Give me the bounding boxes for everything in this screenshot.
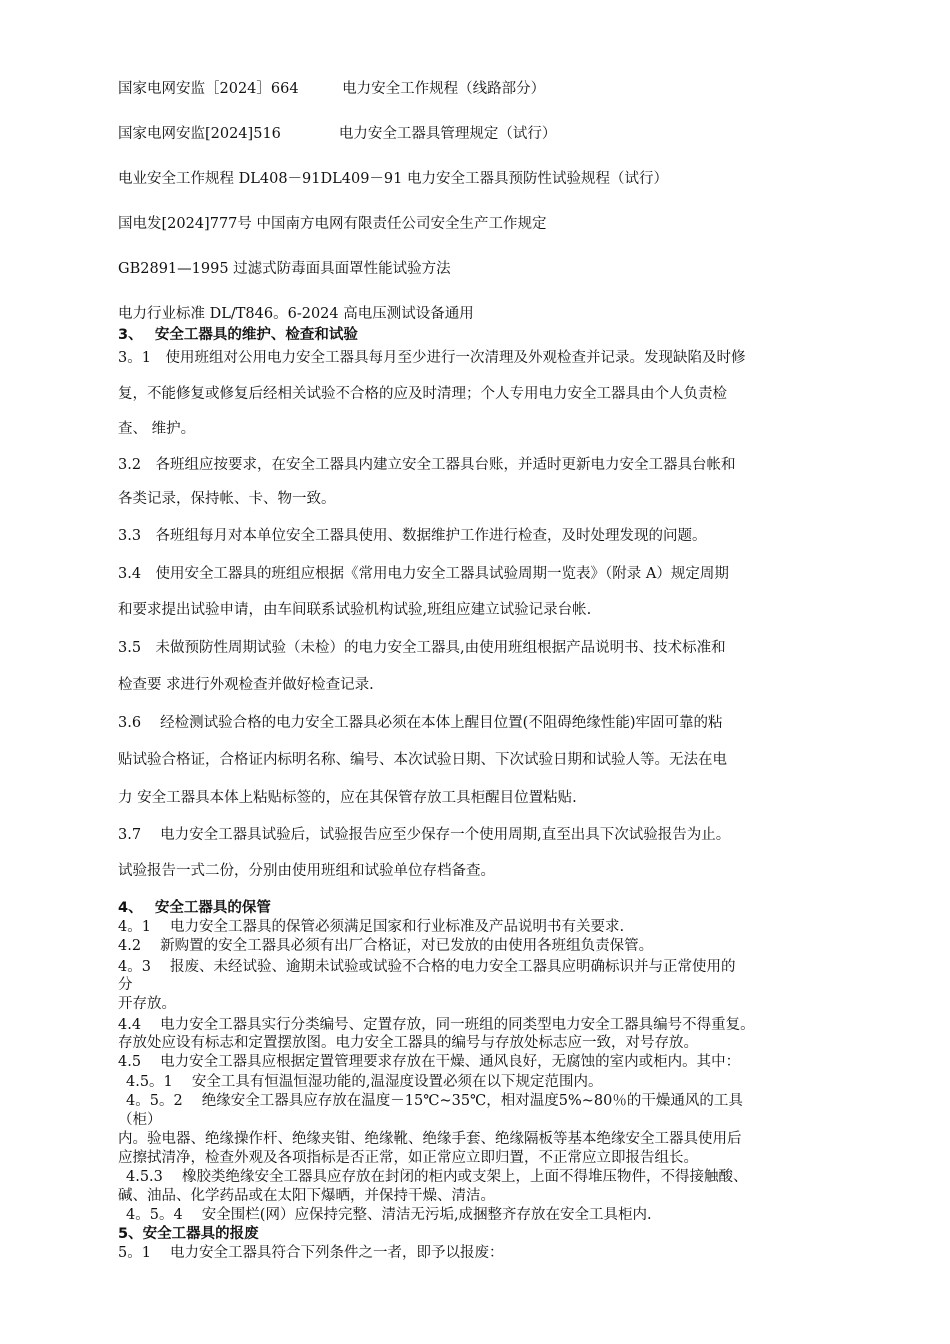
reference-line: GB2891—1995 过滤式防毒面具面罩性能试验方法 — [118, 261, 451, 277]
paragraph-line: （柜） — [118, 1112, 162, 1128]
reference-line: 国电发[2024]777号 中国南方电网有限责任公司安全生产工作规定 — [118, 216, 547, 232]
paragraph-line: 试验报告一式二份，分别由使用班组和试验单位存档备查。 — [118, 863, 495, 879]
paragraph-line: 3.5 未做预防性周期试验（未检）的电力安全工器具,由使用班组根据产品说明书、技术标准和 — [118, 640, 726, 656]
paragraph-line: 分 — [118, 977, 133, 993]
section-heading: 3、 安全工器具的维护、检查和试验 — [118, 327, 358, 343]
paragraph-line: 4.5.3 橡胶类绝缘安全工器具应存放在封闭的柜内或支架上，上面不得堆压物件，不得接触酸、 — [126, 1169, 748, 1185]
reference-line: 电业安全工作规程 DL408－91DL409－91 电力安全工器具预防性试验规程（试行） — [118, 171, 668, 187]
paragraph-line: 3.6 经检测试验合格的电力安全工器具必须在本体上醒目位置(不阻碍绝缘性能)牢固可靠的粘 — [118, 715, 723, 731]
paragraph-line: 5。1 电力安全工器具符合下列条件之一者，即予以报废： — [118, 1245, 504, 1261]
paragraph-line: 3.3 各班组每月对本单位安全工器具使用、数据维护工作进行检查，及时处理发现的问题。 — [118, 528, 707, 544]
paragraph-line: 各类记录，保持帐、卡、物一致。 — [118, 491, 336, 507]
paragraph-line: 碱、油品、化学药品或在太阳下爆晒，并保持干燥、清洁。 — [118, 1188, 495, 1204]
paragraph-line: 存放处应设有标志和定置摆放图。电力安全工器具的编号与存放处标志应一致，对号存放。 — [118, 1035, 698, 1051]
paragraph-line: 应擦拭清净，检查外观及各项指标是否正常，如正常应立即归置，不正常应立即报告组长。 — [118, 1150, 698, 1166]
paragraph-line: 内。验电器、绝缘操作杆、绝缘夹钳、绝缘靴、绝缘手套、绝缘隔板等基本绝缘安全工器具使用后 — [118, 1131, 742, 1147]
reference-line: 国家电网安监［2024］664 电力安全工作规程（线路部分） — [118, 81, 546, 97]
paragraph-line: 4.5。1 安全工具有恒温恒湿功能的,温湿度设置必须在以下规定范围内。 — [126, 1074, 603, 1090]
paragraph-line: 3.2 各班组应按要求，在安全工器具内建立安全工器具台账，并适时更新电力安全工器具台帐和 — [118, 457, 736, 473]
paragraph-line: 3.7 电力安全工器具试验后，试验报告应至少保存一个使用周期,直至出具下次试验报告为止。 — [118, 827, 731, 843]
paragraph-line: 4。1 电力安全工器具的保管必须满足国家和行业标准及产品说明书有关要求. — [118, 919, 625, 935]
paragraph-line: 3。1 使用班组对公用电力安全工器具每月至少进行一次清理及外观检查并记录。发现缺陷及时修 — [118, 350, 746, 366]
paragraph-line: 贴试验合格证，合格证内标明名称、编号、本次试验日期、下次试验日期和试验人等。无法在电 — [118, 752, 727, 768]
paragraph-line: 开存放。 — [118, 996, 176, 1012]
reference-line: 国家电网安监[2024]516 电力安全工器具管理规定（试行） — [118, 126, 557, 142]
paragraph-line: 检查要 求进行外观检查并做好检查记录. — [118, 677, 374, 693]
paragraph-line: 和要求提出试验申请，由车间联系试验机构试验,班组应建立试验记录台帐. — [118, 602, 592, 618]
section-heading: 4、 安全工器具的保管 — [118, 900, 271, 916]
paragraph-line: 4.5 电力安全工器具应根据定置管理要求存放在干燥、通风良好，无腐蚀的室内或柜内。其中： — [118, 1054, 741, 1070]
paragraph-line: 查、 维护。 — [118, 421, 196, 437]
paragraph-line: 复，不能修复或修复后经相关试验不合格的应及时清理；个人专用电力安全工器具由个人负责检 — [118, 386, 727, 402]
paragraph-line: 4。5。4 安全围栏(网）应保持完整、清洁无污垢,成捆整齐存放在安全工具柜内. — [126, 1207, 652, 1223]
paragraph-line: 力 安全工器具本体上粘贴标签的，应在其保管存放工具柜醒目位置粘贴. — [118, 790, 577, 806]
paragraph-line: 4.4 电力安全工器具实行分类编号、定置存放，同一班组的同类型电力安全工器具编号不得重复。 — [118, 1017, 755, 1033]
paragraph-line: 4。3 报废、未经试验、逾期未试验或试验不合格的电力安全工器具应明确标识并与正常使用的 — [118, 959, 736, 975]
paragraph-line: 4.2 新购置的安全工器具必须有出厂合格证，对已发放的由使用各班组负责保管。 — [118, 938, 654, 954]
reference-line: 电力行业标准 DL/T846。6-2024 高电压测试设备通用 — [118, 306, 474, 322]
paragraph-line: 3.4 使用安全工器具的班组应根据《常用电力安全工器具试验周期一览表》（附录 A）规定周期 — [118, 566, 729, 582]
paragraph-line: 4。5。2 绝缘安全工器具应存放在温度－15℃~35℃，相对温度5%~80％的干燥通风的工具 — [126, 1093, 743, 1109]
section-heading: 5、安全工器具的报废 — [118, 1226, 259, 1242]
